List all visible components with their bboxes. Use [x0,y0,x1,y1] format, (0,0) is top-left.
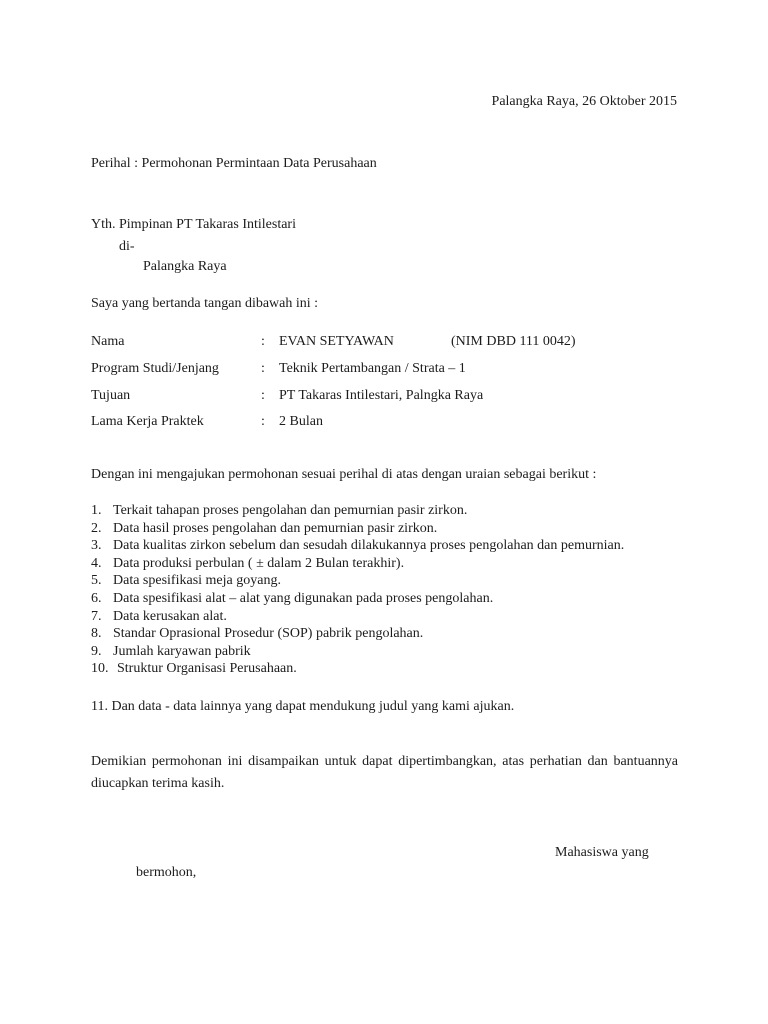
list-number: 7. [91,608,102,624]
list-text: Data kualitas zirkon sebelum dan sesudah dilakukannya proses pengolahan dan pemurnian. [113,538,625,554]
place-date: Palangka Raya, 26 Oktober 2015 [491,94,677,109]
identity-label: Lama Kerja Praktek [91,414,204,429]
identity-value: PT Takaras Intilestari, Palngka Raya [279,388,484,403]
list-number: 8. [91,626,102,642]
recipient-line-1: Yth. Pimpinan PT Takaras Intilestari [91,217,296,232]
list-text: Terkait tahapan proses pengolahan dan pemurnian pasir zirkon. [113,503,468,518]
list-number: 2. [91,520,102,536]
list-number: 9. [91,643,102,659]
list-text: Jumlah karyawan pabrik [113,643,251,659]
identity-value: 2 Bulan [279,414,323,429]
request-list [91,502,624,678]
list-item [91,537,624,555]
identity-label: Program Studi/Jenjang [91,361,219,376]
signature-line-2: bermohon, [136,865,197,880]
list-number: 4. [91,555,102,571]
identity-label: Tujuan [91,388,131,403]
list-text: Struktur Organisasi Perusahaan. [117,661,297,677]
identity-colon: : [261,414,265,429]
list-number: 5. [91,573,102,589]
list-text: Data spesifikasi meja goyang. [113,573,281,589]
list-item [91,520,624,538]
list-number: 1. [91,503,102,518]
identity-colon: : [261,334,265,349]
list-number: 3. [91,538,102,554]
list-item [91,572,624,590]
list-item [91,660,624,678]
subject-line: Perihal : Permohonan Permintaan Data Perusahaan [91,156,377,171]
list-item [91,608,624,626]
recipient-line-2: di- [119,239,135,254]
list-item [91,590,624,608]
list-item [91,502,624,520]
signature-line-1: Mahasiswa yang [555,845,649,860]
closing-paragraph: Demikian permohonan ini disampaikan untuk dapat dipertimbangkan, atas perhatian dan bantuannya diucapkan terima kasih. [91,754,678,791]
list-number: 10. [91,661,109,677]
list-item-11: 11. Dan data - data lainnya yang dapat mendukung judul yang kami ajukan. [91,699,515,714]
list-item [91,555,624,573]
recipient-line-3: Palangka Raya [143,259,227,274]
list-text: Data hasil proses pengolahan dan pemurnian pasir zirkon. [113,520,438,536]
list-text: Data spesifikasi alat – alat yang digunakan pada proses pengolahan. [113,590,494,606]
list-item [91,643,624,661]
identity-value: Teknik Pertambangan / Strata – 1 [279,361,466,376]
list-item [91,625,624,643]
list-text: Standar Oprasional Prosedur (SOP) pabrik pengolahan. [113,626,424,642]
purpose-text: Dengan ini mengajukan permohonan sesuai perihal di atas dengan uraian sebagai berikut : [91,467,597,482]
list-number: 6. [91,590,102,606]
identity-label: Nama [91,334,125,349]
identity-nim: (NIM DBD 111 0042) [451,334,576,349]
identity-colon: : [261,388,265,403]
list-text: Data kerusakan alat. [113,608,227,624]
identity-colon: : [261,361,265,376]
intro-text: Saya yang bertanda tangan dibawah ini : [91,296,319,311]
identity-value: EVAN SETYAWAN [279,334,394,349]
list-text: Data produksi perbulan ( ± dalam 2 Bulan terakhir). [113,555,405,571]
